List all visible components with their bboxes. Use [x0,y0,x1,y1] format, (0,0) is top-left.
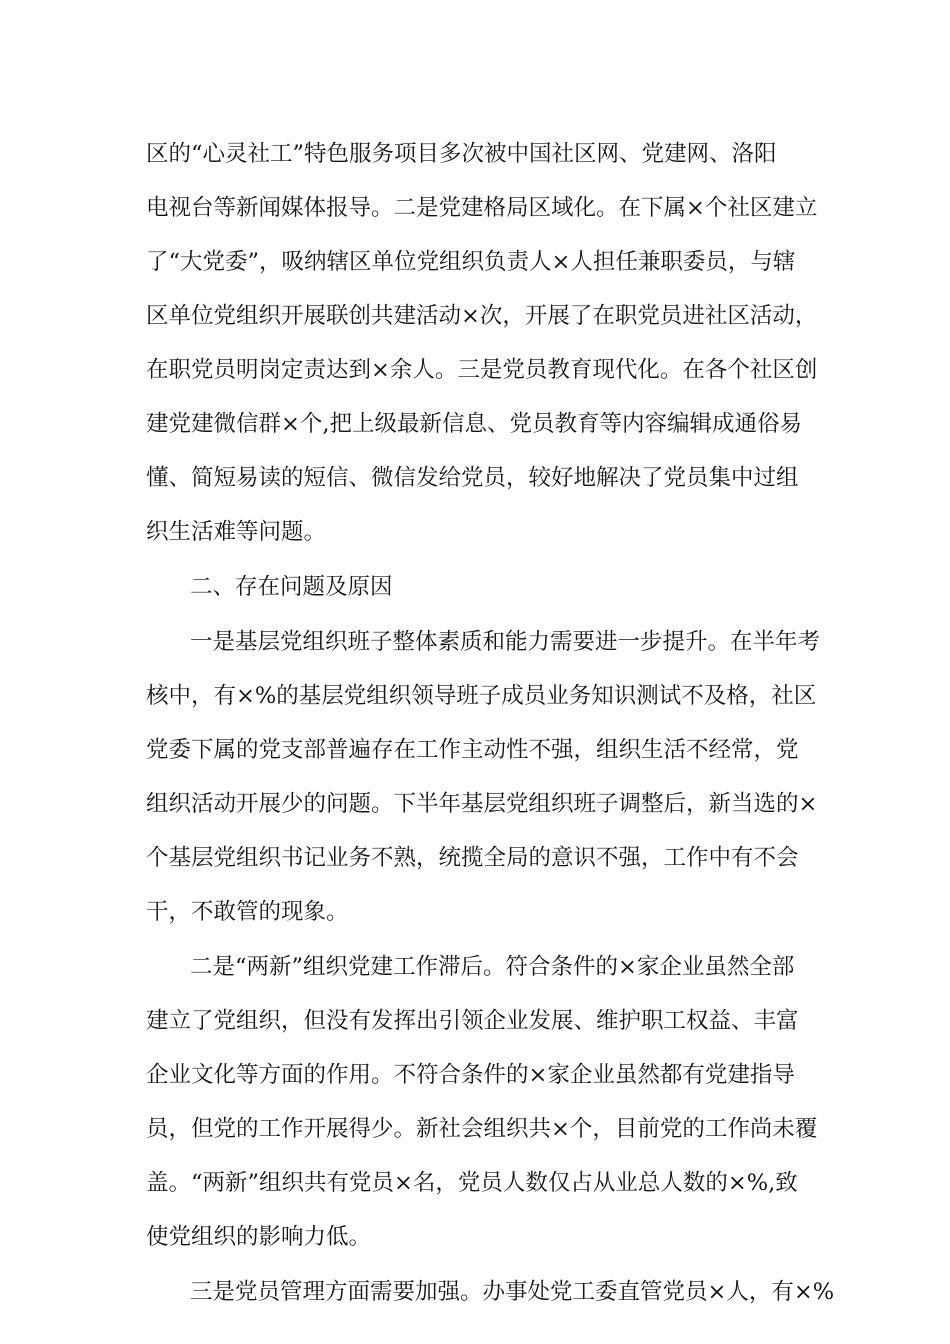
text-line: 盖。“两新”组织共有党员×名，党员人数仅占从业总人数的×%,致 [146,1170,798,1196]
text-line: 建党建微信群×个,把上级最新信息、党员教育等内容编辑成通俗易 [146,411,803,437]
text-line: 区的“心灵社工”特色服务项目多次被中国社区网、党建网、洛阳 [146,141,777,167]
text-line: 一是基层党组织班子整体素质和能力需要进一步提升。在半年考 [190,629,821,655]
text-line: 员，但党的工作开展得少。新社会组织共×个，目前党的工作尚未覆 [146,1116,818,1142]
text-line: 党委下属的党支部普遍存在工作主动性不强，组织生活不经常，党 [146,737,799,763]
text-line: 个基层党组织书记业务不熟，统揽全局的意识不强，工作中有不会 [146,845,799,871]
text-line: 电视台等新闻媒体报导。二是党建格局区域化。在下属×个社区建立 [146,195,818,221]
text-line: 企业文化等方面的作用。不符合条件的×家企业虽然都有党建指导 [146,1062,795,1088]
text-line: 织生活难等问题。 [146,519,327,545]
text-line: 建立了党组织，但没有发挥出引领企业发展、维护职工权益、丰富 [146,1008,799,1034]
text-line: 了“大党委”，吸纳辖区单位党组织负责人×人担任兼职委员，与辖 [146,249,796,275]
section-heading: 二、存在问题及原因 [190,574,393,600]
text-line: 二是“两新”组织党建工作滞后。符合条件的×家企业虽然全部 [190,954,795,980]
text-line: 核中，有×%的基层党组织领导班子成员业务知识测试不及格，社区 [146,683,817,709]
text-line: 三是党员管理方面需要加强。办事处党工委直管党员×人，有×% [190,1279,835,1305]
text-line: 干，不敢管的现象。 [146,899,349,925]
text-line: 使党组织的影响力低。 [146,1224,372,1250]
text-line: 懂、简短易读的短信、微信发给党员，较好地解决了党员集中过组 [146,465,799,491]
text-line: 区单位党组织开展联创共建活动×次，开展了在职党员进社区活动， [146,303,818,329]
text-line: 组织活动开展少的问题。下半年基层党组织班子调整后，新当选的× [146,791,818,817]
text-line: 在职党员明岗定责达到×余人。三是党员教育现代化。在各个社区创 [146,357,818,383]
